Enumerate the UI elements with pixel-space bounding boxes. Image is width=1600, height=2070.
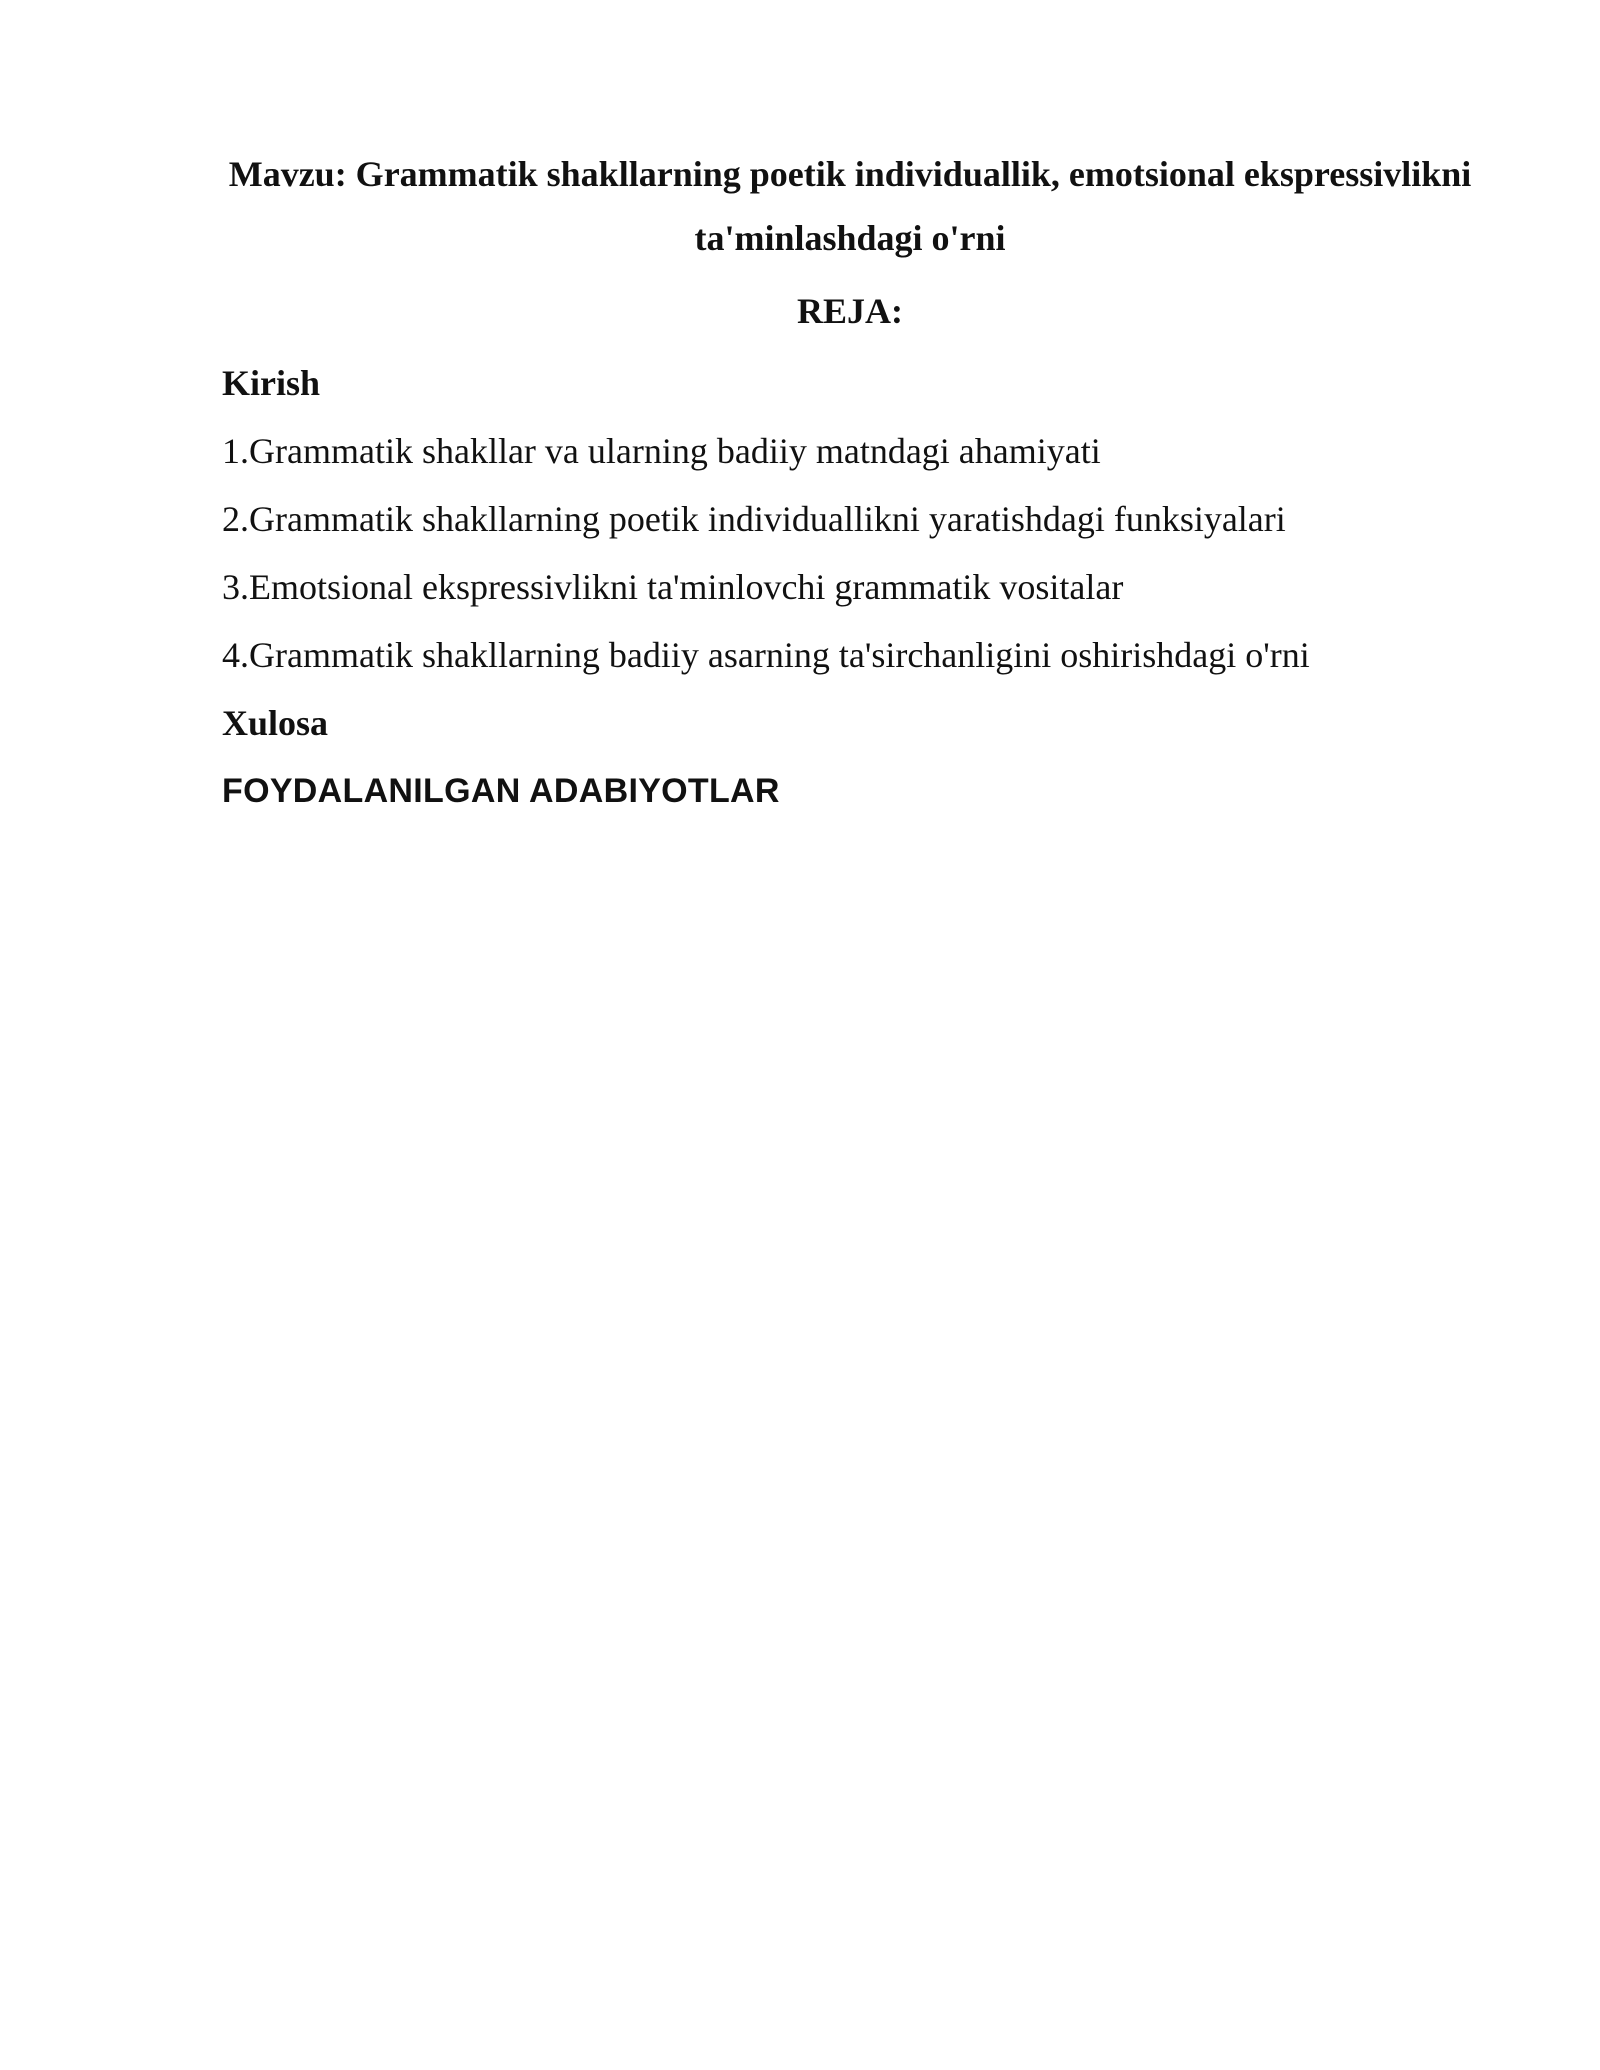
document-title: Mavzu: Grammatik shakllarning poetik individuallik, emotsional ekspressivlikni ta'minlashdagi o'rni: [228, 154, 1472, 258]
conclusion-heading: Xulosa: [222, 703, 329, 743]
references-heading: FOYDALANILGAN ADABIYOTLAR: [222, 772, 780, 810]
plan-item-3: 3.Emotsional ekspressivlikni ta'minlovchi grammatik vositalar: [222, 567, 1124, 607]
plan-item-2: 2.Grammatik shakllarning poetik individuallikni yaratishdagi funksiyalari: [222, 499, 1286, 539]
plan-item-4: 4.Grammatik shakllarning badiiy asarning ta'sirchanligini oshirishdagi o'rni: [222, 635, 1310, 675]
plan-heading: REJA:: [797, 291, 903, 331]
intro-heading: Kirish: [222, 363, 321, 403]
plan-item-1: 1.Grammatik shakllar va ularning badiiy matndagi ahamiyati: [222, 431, 1101, 471]
